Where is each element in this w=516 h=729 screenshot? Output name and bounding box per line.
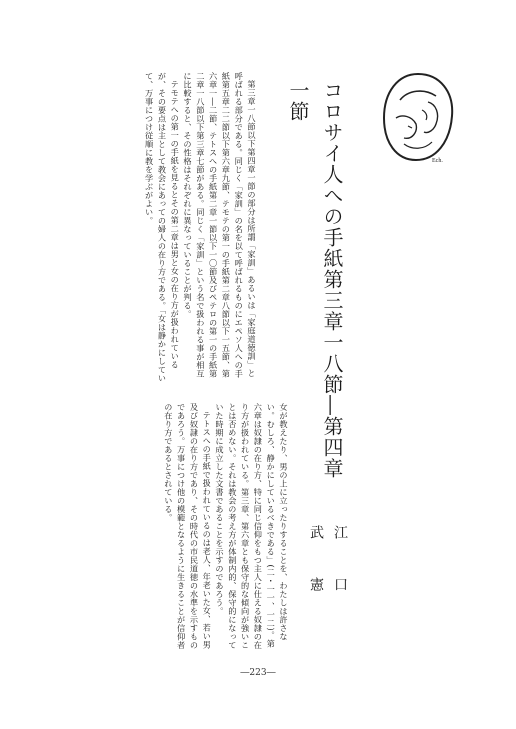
paragraph: 女が教えたり、男の上に立ったりすることを、わたしは許さない。むしろ、静かにしているべきである」(二・一一、一二)。第六章は奴隷の在り方、特に同じ信仰をもつ主人に仕える奴隷の在り方が扱われている。第三章、第六章とも保守的な傾向が強いことは否めない。それは教会の考え方が体制内的、保守的になっていた時期に成立した文書であることを示すのであろう。 [215, 403, 289, 650]
paragraph: テモテへの第一の手紙を見るとその第二章は男と女の在り方が扱われているが、その要点は主として教会にあっての婦人の在り方である。「女は静かにしていて、万事につけ従順に教を学ぶがよい。 [144, 72, 181, 383]
portrait-illustration [378, 70, 458, 166]
body-column-lower [60, 403, 290, 653]
body-column-upper [62, 72, 258, 384]
author-name: 江 口 武 憲 [308, 525, 348, 629]
article-title: コロサイ人への手紙第三章一八節―第四章一節 [286, 80, 344, 479]
portrait-signature: Ech. [432, 158, 443, 164]
paragraph: テトスへの手紙で扱われているのは老人、年老いた女、若い男及び奴隷の在り方であり、その時代の市民道徳の水準を示すものであろう。万事につけ他の模範となるように生きることが信仰者の在り方であるとされている。 [163, 403, 213, 650]
paragraph: 第三章一八節以下第四章一節の部分は所謂「家訓」あるいは「家庭道徳訓」と呼ばれる部分である。同じく「家訓」の名を以て呼ばれるものにエペソ人への手紙第五章二二節以下第六章九節、テモテの第一の手紙第二章八節以下一五節、第六章一―二節、テトスへの手紙第二章一節以下一〇節及びペテロの第一の手紙第二章一八節以下第三章七節がある。同じく「家訓」という名で扱われる事が相互に比較すると、その性格はそれぞれに異なっていることが判る。 [183, 72, 257, 378]
page-number: ―223― [240, 668, 276, 678]
